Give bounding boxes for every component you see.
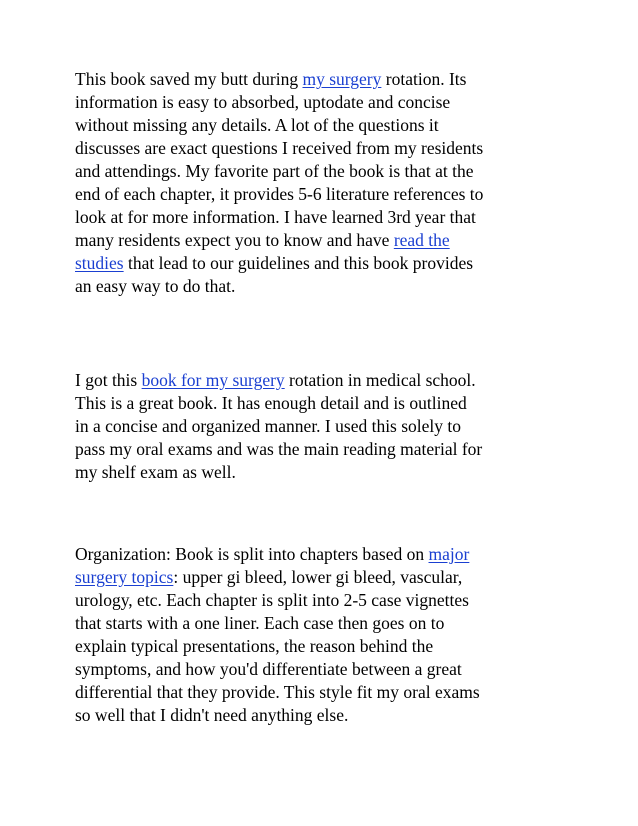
text-line <box>75 229 575 252</box>
text-run: information is easy to absorbed, uptodate and concise <box>75 92 451 112</box>
text-line <box>75 369 575 392</box>
hyperlink[interactable]: studies <box>75 253 124 273</box>
text-run: my shelf exam as well. <box>75 462 236 482</box>
text-line <box>75 635 575 658</box>
text-line <box>75 681 575 704</box>
text-run: This book saved my butt during <box>75 69 303 89</box>
text-run: Organization: Book is split into chapters based on <box>75 544 429 564</box>
text-run: and attendings. My favorite part of the book is that at the <box>75 161 474 181</box>
text-line <box>75 392 575 415</box>
text-run: This is a great book. It has enough detail and is outlined <box>75 393 467 413</box>
text-line <box>75 566 575 589</box>
text-run: urology, etc. Each chapter is split into 2-5 case vignettes <box>75 590 469 610</box>
text-run: that starts with a one liner. Each case then goes on to <box>75 613 445 633</box>
text-run: in a concise and organized manner. I used this solely to <box>75 416 462 436</box>
text-line <box>75 91 575 114</box>
hyperlink[interactable]: book for my surgery <box>141 370 285 390</box>
text-line <box>75 461 575 484</box>
text-line <box>75 137 575 160</box>
text-line <box>75 543 575 566</box>
review-paragraph-3 <box>75 543 575 727</box>
text-run: I got this <box>75 370 142 390</box>
text-line <box>75 160 575 183</box>
review-paragraph-2 <box>75 369 575 484</box>
text-run: symptoms, and how you'd differentiate between a great <box>75 659 462 679</box>
text-run: discusses are exact questions I received from my residents <box>75 138 484 158</box>
text-line <box>75 704 575 727</box>
text-run: differential that they provide. This style fit my oral exams <box>75 682 480 702</box>
text-run: so well that I didn't need anything else. <box>75 705 349 725</box>
text-line <box>75 438 575 461</box>
text-line <box>75 589 575 612</box>
text-run: explain typical presentations, the reason behind the <box>75 636 434 656</box>
text-run: rotation in medical school. <box>284 370 476 390</box>
text-line <box>75 658 575 681</box>
text-run: end of each chapter, it provides 5-6 literature references to <box>75 184 484 204</box>
text-run: rotation. Its <box>381 69 467 89</box>
text-line <box>75 612 575 635</box>
text-line <box>75 68 575 91</box>
text-run: : upper gi bleed, lower gi bleed, vascular, <box>173 567 463 587</box>
text-run: look at for more information. I have learned 3rd year that <box>75 207 476 227</box>
text-run: that lead to our guidelines and this book provides <box>123 253 474 273</box>
hyperlink[interactable]: major <box>428 544 470 564</box>
text-line <box>75 206 575 229</box>
text-run: without missing any details. A lot of the questions it <box>75 115 439 135</box>
hyperlink[interactable]: my surgery <box>302 69 382 89</box>
hyperlink[interactable]: surgery topics <box>75 567 174 587</box>
text-run: an easy way to do that. <box>75 276 236 296</box>
text-line <box>75 114 575 137</box>
text-line <box>75 183 575 206</box>
text-run: many residents expect you to know and have <box>75 230 394 250</box>
text-line <box>75 415 575 438</box>
text-line <box>75 252 575 275</box>
text-run: pass my oral exams and was the main reading material for <box>75 439 483 459</box>
text-line <box>75 275 575 298</box>
hyperlink[interactable]: read the <box>393 230 450 250</box>
review-paragraph-1 <box>75 68 575 298</box>
